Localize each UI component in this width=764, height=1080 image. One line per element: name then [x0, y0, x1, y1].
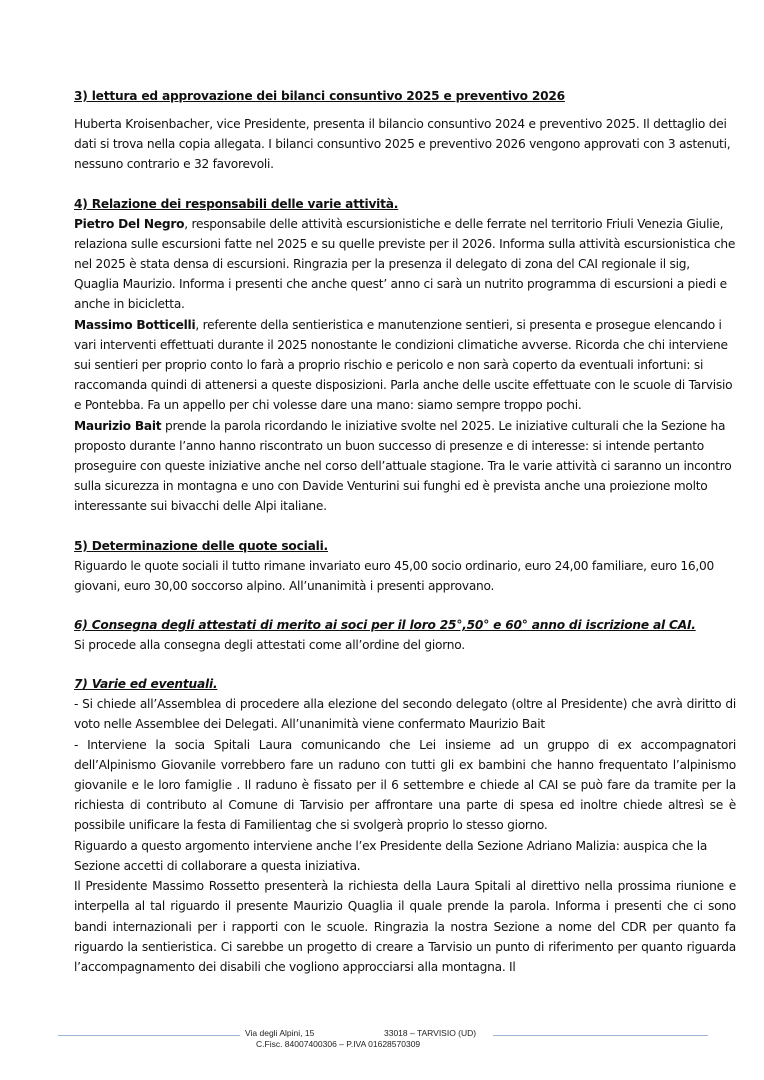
- footer-city: 33018 – TARVISIO (UD): [384, 1028, 477, 1038]
- footer-rule-right: [493, 1035, 708, 1036]
- section-4-heading: 4) Relazione dei responsabili delle varie attività.: [74, 196, 399, 211]
- footer-address: Via degli Alpini, 15: [245, 1028, 315, 1038]
- section-7-paragraph-1: - Si chiede all’Assemblea di procedere alla elezione del secondo delegato (oltre al Presidente) che avrà diritto di voto nelle Assemblee dei Delegati. All’unanimità viene confermato Maurizio Bait: [74, 697, 736, 732]
- section-5-body: Riguardo le quote sociali il tutto rimane invariato euro 45,00 socio ordinario, euro 24,00 familiare, euro 16,00 giovani, euro 30,00 soccorso alpino. All’unanimità i presenti approvano.: [74, 558, 715, 593]
- person-name: Pietro Del Negro: [74, 216, 185, 231]
- section-7-paragraph-3: Riguardo a questo argomento interviene anche l’ex Presidente della Sezione Adriano Malizia: auspica che la Sezione accetti di collaborare a questa iniziativa.: [74, 838, 708, 873]
- section-3-heading: 3) lettura ed approvazione dei bilanci consuntivo 2025 e preventivo 2026: [74, 89, 565, 103]
- section-7-paragraph-2: - Interviene la socia Spitali Laura comunicando che Lei insieme ad un gruppo di ex accompagnatori dell’Alpinismo Giovanile vorrebbero fare un raduno con tutti gli ex bambini che hanno frequentato l’alpinismo giovanile e le loro famiglie . Il raduno è fissato per il 6 settembre e chiede al CAI se può fare da tramite per la richiesta di contributo al Comune di Tarvisio per affrontare una parte di spesa ed inoltre chiede altresì se è possibile unificare la festa di Familientag che si svolgerà proprio lo stesso giorno.: [74, 737, 736, 833]
- section-4-paragraph-bait: Maurizio Bait prende la parola ricordando le iniziative svolte nel 2025. Le iniziative culturali che la Sezione ha proposto durante l’anno hanno riscontrato un buon successo di presenze e di interesse: si intende pertanto proseguire con queste iniziative anche nel corso dell’attuale stagione. Tra le varie attività ci saranno un incontro sulla sicurezza in montagna e uno con Davide Venturini sui funghi ed è prevista anche una proiezione molto interessante sui bivacchi delle Alpi italiane.: [74, 418, 732, 514]
- section-6-heading: 6) Consegna degli attestati di merito ai soci per il loro 25°,50° e 60° anno di iscrizione al CAI.: [74, 618, 696, 633]
- section-7-heading: 7) Varie ed eventuali.: [74, 677, 218, 692]
- section-5-heading: 5) Determinazione delle quote sociali.: [74, 538, 328, 553]
- page-footer: [0, 1025, 764, 1065]
- footer-fiscal-codes: C.Fisc. 84007400306 – P.IVA 01628570309: [256, 1039, 421, 1049]
- document-page: [74, 86, 736, 977]
- footer-rule-left: [58, 1035, 240, 1036]
- section-4-paragraph-del-negro: Pietro Del Negro, responsabile delle attività escursionistiche e delle ferrate nel territorio Friuli Venezia Giulie, relaziona sulle escursioni fatte nel 2025 e su quelle previste per il 2026. Informa sulla attività escursionistica che nel 2025 è stata densa di escursioni. Ringrazia per la presenza il delegato di zona del CAI regionale il sig, Quaglia Maurizio. Informa i presenti che anche quest’ anno ci sarà un nutrito programma di escursioni a piedi e anche in bicicletta.: [74, 216, 736, 312]
- section-4-paragraph-botticelli: Massimo Botticelli, referente della sentieristica e manutenzione sentieri, si presenta e prosegue elencando i vari interventi effettuati durante il 2025 nonostante le condizioni climatiche avverse. Ricorda che chi interviene sui sentieri per proprio conto lo farà a proprio rischio e pericolo e non sarà coperto da eventuali infortuni: si raccomanda quindi di attenersi a queste disposizioni. Parla anche delle uscite effettuate con le scuole di Tarvisio e Pontebba. Fa un appello per chi volesse dare una mano: siamo sempre troppo pochi.: [74, 317, 733, 413]
- section-6-body: Si procede alla consegna degli attestati come all’ordine del giorno.: [74, 638, 465, 653]
- person-name: Maurizio Bait: [74, 418, 162, 433]
- section-3-body: Huberta Kroisenbacher, vice Presidente, presenta il bilancio consuntivo 2024 e preventivo 2025. Il dettaglio dei dati si trova nella copia allegata. I bilanci consuntivo 2025 e preventivo 2026 vengono approvati con 3 astenuti, nessuno contrario e 32 favorevoli.: [74, 117, 731, 172]
- person-name: Massimo Botticelli: [74, 317, 196, 332]
- section-7-paragraph-4: Il Presidente Massimo Rossetto presenterà la richiesta della Laura Spitali al direttivo nella prossima riunione e interpella al tal riguardo il presente Maurizio Quaglia il quale prende la parola. Informa i presenti che ci sono bandi internazionali per i rapporti con le scuole. Ringrazia la nostra Sezione a nome del CDR per quanto fa riguardo la sentieristica. Ci sarebbe un progetto di creare a Tarvisio un punto di riferimento per quanto riguarda l’accompagnamento dei disabili che vogliono approcciarsi alla montagna. Il: [74, 879, 736, 974]
